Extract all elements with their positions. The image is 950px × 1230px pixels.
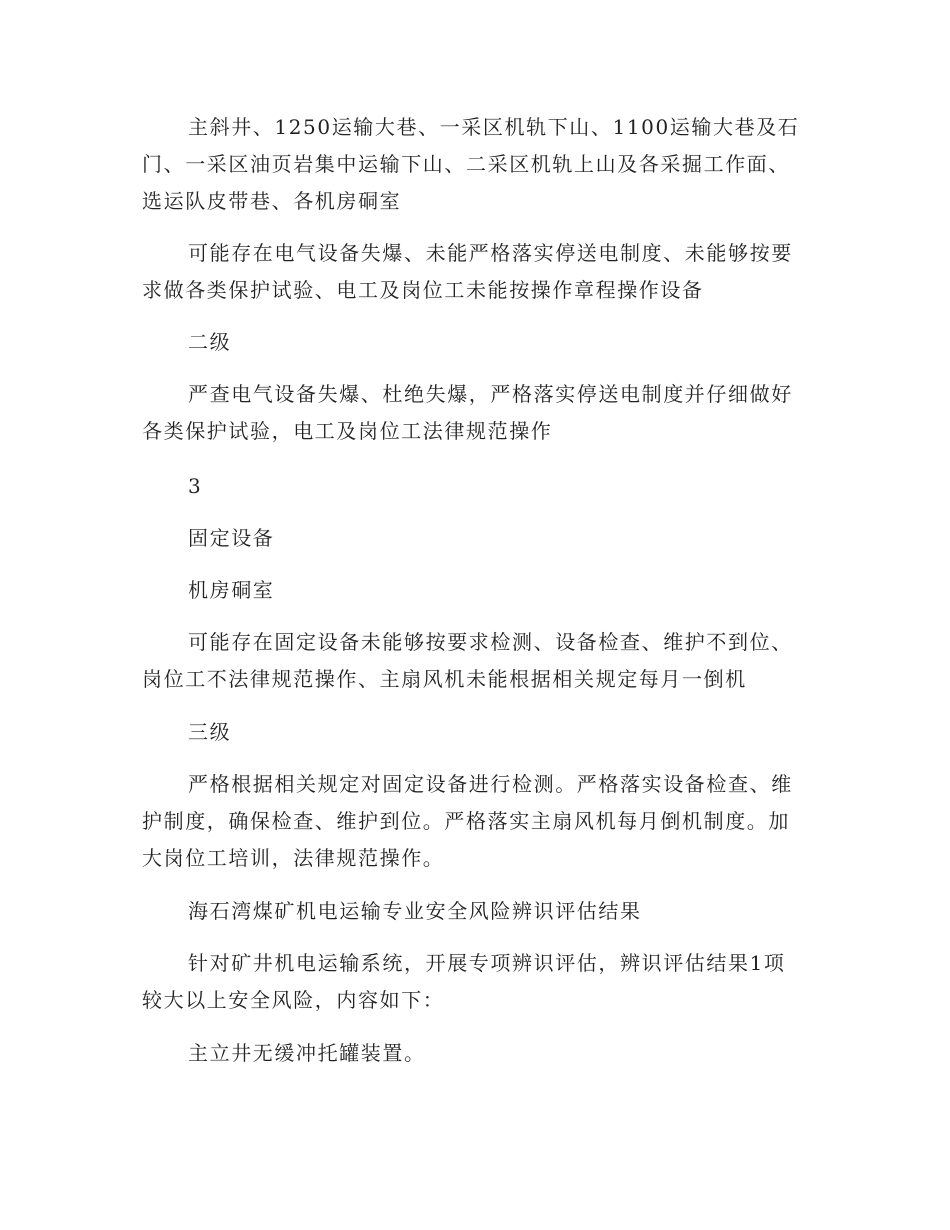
paragraph-measures-electrical: 严查电气设备失爆、杜绝失爆，严格落实停送电制度并仔细做好各类保护试验，电工及岗位工法律规范操作	[142, 382, 793, 443]
paragraph-measures-fixed-equipment: 严格根据相关规定对固定设备进行检测。严格落实设备检查、维护制度，确保检查、维护到位。严格落实主扇风机每月倒机制度。加大岗位工培训，法律规范操作。	[142, 772, 793, 870]
paragraph-risk-item: 主立井无缓冲托罐装置。	[188, 1041, 426, 1065]
paragraph-location: 主斜井、1250运输大巷、一采区机轨下山、1100运输大巷及石门、一采区油页岩集中运输下山、二采区机轨上山及各采掘工作面、选运队皮带巷、各机房硐室	[142, 115, 800, 213]
paragraph-risk-electrical: 可能存在电气设备失爆、未能严格落实停送电制度、未能够按要求做各类保护试验、电工及岗位工未能按操作章程操作设备	[142, 241, 793, 302]
paragraph-assessment-summary: 针对矿井机电运输系统，开展专项辨识评估，辨识评估结果1项较大以上安全风险，内容如下：	[142, 951, 786, 1012]
paragraph-number: 3	[188, 474, 203, 498]
paragraph-level-two: 二级	[188, 330, 232, 354]
paragraph-risk-fixed-equipment: 可能存在固定设备未能够按要求检测、设备检查、维护不到位、岗位工不法律规范操作、主扇风机未能根据相关规定每月一倒机	[142, 630, 793, 691]
paragraph-section-title: 海石湾煤矿机电运输专业安全风险辨识评估结果	[188, 899, 642, 923]
paragraph-machine-room: 机房硐室	[188, 578, 275, 602]
paragraph-fixed-equipment: 固定设备	[188, 526, 275, 550]
paragraph-level-three: 三级	[188, 720, 232, 744]
